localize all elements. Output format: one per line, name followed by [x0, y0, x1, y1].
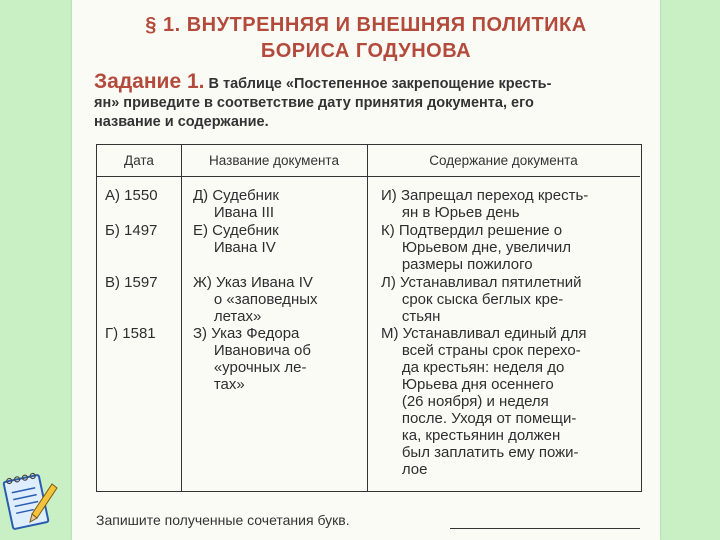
header-document-content: Содержание документа	[367, 145, 640, 177]
date-cell: Б) 1497	[105, 222, 158, 239]
notepad-with-pencil-icon	[2, 470, 60, 534]
date-cell: А) 1550	[105, 187, 158, 204]
document-content-cell: Л) Устанавливал пятилетний срок сыска беглых кре- стьян	[381, 274, 582, 325]
document-content-cell: К) Подтвердил решение о Юрьевом дне, увеличил размеры пожилого	[381, 222, 572, 273]
section-title-line2: БОРИСА ГОДУНОВА	[260, 40, 472, 62]
footer-instruction: Запишите полученные сочетания букв.	[96, 512, 350, 528]
date-cell: Г) 1581	[105, 325, 156, 342]
date-cell: В) 1597	[105, 274, 158, 291]
task-line2: ян» приведите в соответствие дату принятия документа, его	[94, 95, 534, 111]
document-content-cell: М) Устанавливал единый для всей страны срок перехо- да крестьян: неделя до Юрьева дня осеннего (26 ноября) и неделя после. Уходя от помещи- ка, крестьянин должен был заплатить ему пожи- лое	[381, 325, 587, 478]
serfdom-table	[96, 144, 642, 492]
task-line3: название и содержание.	[94, 114, 269, 130]
column-divider	[181, 145, 182, 491]
section-title-line1: § 1. ВНУТРЕННЯЯ И ВНЕШНЯЯ ПОЛИТИКА	[145, 14, 587, 36]
document-name-cell: З) Указ Федора Ивановича об «урочных ле- тах»	[193, 325, 311, 393]
task-line1: В таблице «Постепенное закрепощение кресть-	[204, 76, 552, 92]
document-name-cell: Е) Судебник Ивана IV	[193, 222, 279, 256]
document-name-cell: Д) Судебник Ивана III	[193, 187, 279, 221]
document-content-cell: И) Запрещал переход кресть- ян в Юрьев день	[381, 187, 589, 221]
document-name-cell: Ж) Указ Ивана IV о «заповедных летах»	[193, 274, 318, 325]
task-text	[94, 72, 642, 132]
task-label: Задание 1.	[94, 70, 205, 93]
answer-line	[450, 528, 640, 529]
column-divider	[367, 145, 368, 491]
header-document-name: Название документа	[181, 145, 367, 177]
textbook-page	[72, 0, 660, 540]
header-date: Дата	[97, 145, 181, 177]
